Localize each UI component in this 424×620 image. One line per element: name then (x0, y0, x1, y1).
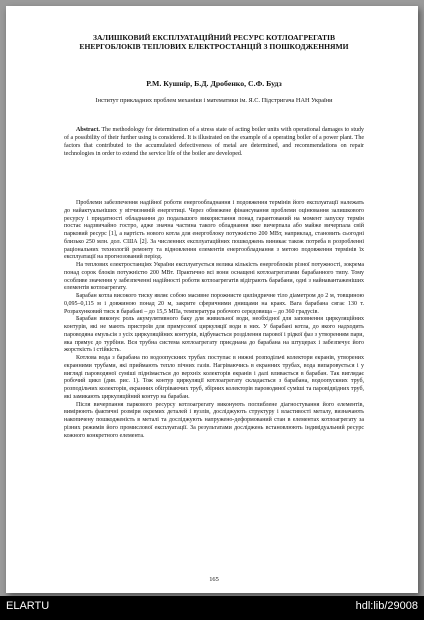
body-paragraph-6: Після вичерпання паркового ресурсу котлоагрегату виконують поглиблене діагностування його елементів, вимірюють фактичні розміри окремих деталей і вузлів, досліджують структуру і властивості металу, визначають накопичену пошкодженість в металі та досліджують напружено-деформований стан в елементах котлоагрегату за різних режимів його промислової експлуатації. За результатами досліджень встановлюють індивідуальний ресурс кожного конкретного елемента. (64, 401, 364, 439)
paper-authors: Р.М. Кушнір, Б.Д. Дробенко, С.Ф. Будз (146, 79, 282, 88)
abstract-text: The methodology for determination of a stress state of acting boiler units with operational damages to study of a possibility of their further using is considered. It is illustrated on the example of a operating boiler of a power plant. The factors that contributed to the accumulated defectiveness of metal are determined, and recommendations on repair technologies in order to extend the service life of the boiler are developed. (64, 127, 364, 158)
abstract (64, 126, 364, 158)
paper-title: ЗАЛИШКОВИЙ ЕКСПЛУАТАЦІЙНИЙ РЕСУРС КОТЛОАГРЕГАТІВ ЕНЕРГОБЛОКІВ ТЕПЛОВИХ ЕЛЕКТРОСТАНЦІЙ З ПОШКОДЖЕННЯМИ (79, 33, 349, 52)
body-paragraph-4: Барабан виконує роль акумулятивного баку для живильної води, необхідної для заповнення циркуляційних контурів, які не мають пристроїв для примусової циркуляції води в них. У барабані котла, до якого надходить пароводяна емульсія з усіх циркуляційних контурів, відбувається розділення парової і рідкої фаз з утворенням пари, яка прямує до турбіни. Вся трубна система котлоагрегату приєднана до барабана на штуцерах і забезпечує його жорсткість і стійкість. (64, 316, 364, 354)
page-number: 165 (209, 576, 219, 583)
body-text (64, 200, 364, 440)
repository-name: ELARTU (6, 600, 50, 612)
handle-id: hdl:lib/29008 (355, 600, 418, 612)
body-paragraph-1: Проблеми забезпечення надійної роботи енергообладнання і подовження термінів його експлуатації належать до найактуальніших у вітчизняній енергетиці. Через обмежене фінансування проблеми оцінювання залишкового ресурсу і придатності обладнання до подальшого використання понад гарантований на момент запуску термін постає надзвичайно гостро, адже значна частина такого обладнання вже вичерпала або майже вичерпала свій парковий ресурс [1], а вартість нового котла для енергоблоку потужністю 200 МВт, наприклад, становить сьогодні близько 250 млн. дол. США [2]. За численних експлуатаційних пошкоджень виникає також потреба в розробленні раціональних технологій ремонту та відновлення елементів енергообладнання з метою подовження термінів їх експлуатації на прогнозований період. (64, 200, 364, 261)
repository-footer-bar (0, 596, 424, 620)
paper-affiliation: Інститут прикладних проблем механіки і математики ім. Я.С. Підстригача НАН України (95, 97, 333, 104)
body-paragraph-2: На теплових електростанціях України експлуатується велика кількість енергоблоків різної потужності, зокрема понад сорок блоків потужністю 200 МВт. Практично всі вони оснащені котлоагрегатами барабанного типу. Тому особливе значення у забезпеченні надійності роботи котлоагрегатів відіграють барабани, одні з найнавантаженіших елементів котлоагрегату. (64, 262, 364, 292)
document-page (6, 6, 418, 593)
body-paragraph-5: Котлова вода з барабана по водоопускних трубах поступає в нижні розподільчі колектори екранів, утворених екранними трубами, які приймають тепло пічних газів. Нагріваючись в екранних трубах, вода випаровується і у вигляді пароводяної суміші піднімається до верхніх колекторів екранів і далі вливається в барабан. Так виглядає робочий цикл (див. рис. 1). Тож контур циркуляції котлоагрегату складається з барабана, водоопускних труб, розподільчих колекторів, екранних обігріваючих труб, збірних колекторів пароводяної суміші та паровідвідних труб, які замикають циркуляційний контур на барабан. (64, 355, 364, 400)
body-paragraph-3: Барабан котла високого тиску являє собою масивне порожнисте циліндричне тіло діаметром до 2 м, товщиною 0,095–0,115 м і довжиною понад 20 м, закрите сферичними днищами на краях. Вага барабана сягає 130 т. Розрахунковий тиск в барабані – до 15,5 МПа, температура робочого середовища – до 360 градусів. (64, 293, 364, 315)
abstract-label: Abstract. (76, 127, 100, 133)
